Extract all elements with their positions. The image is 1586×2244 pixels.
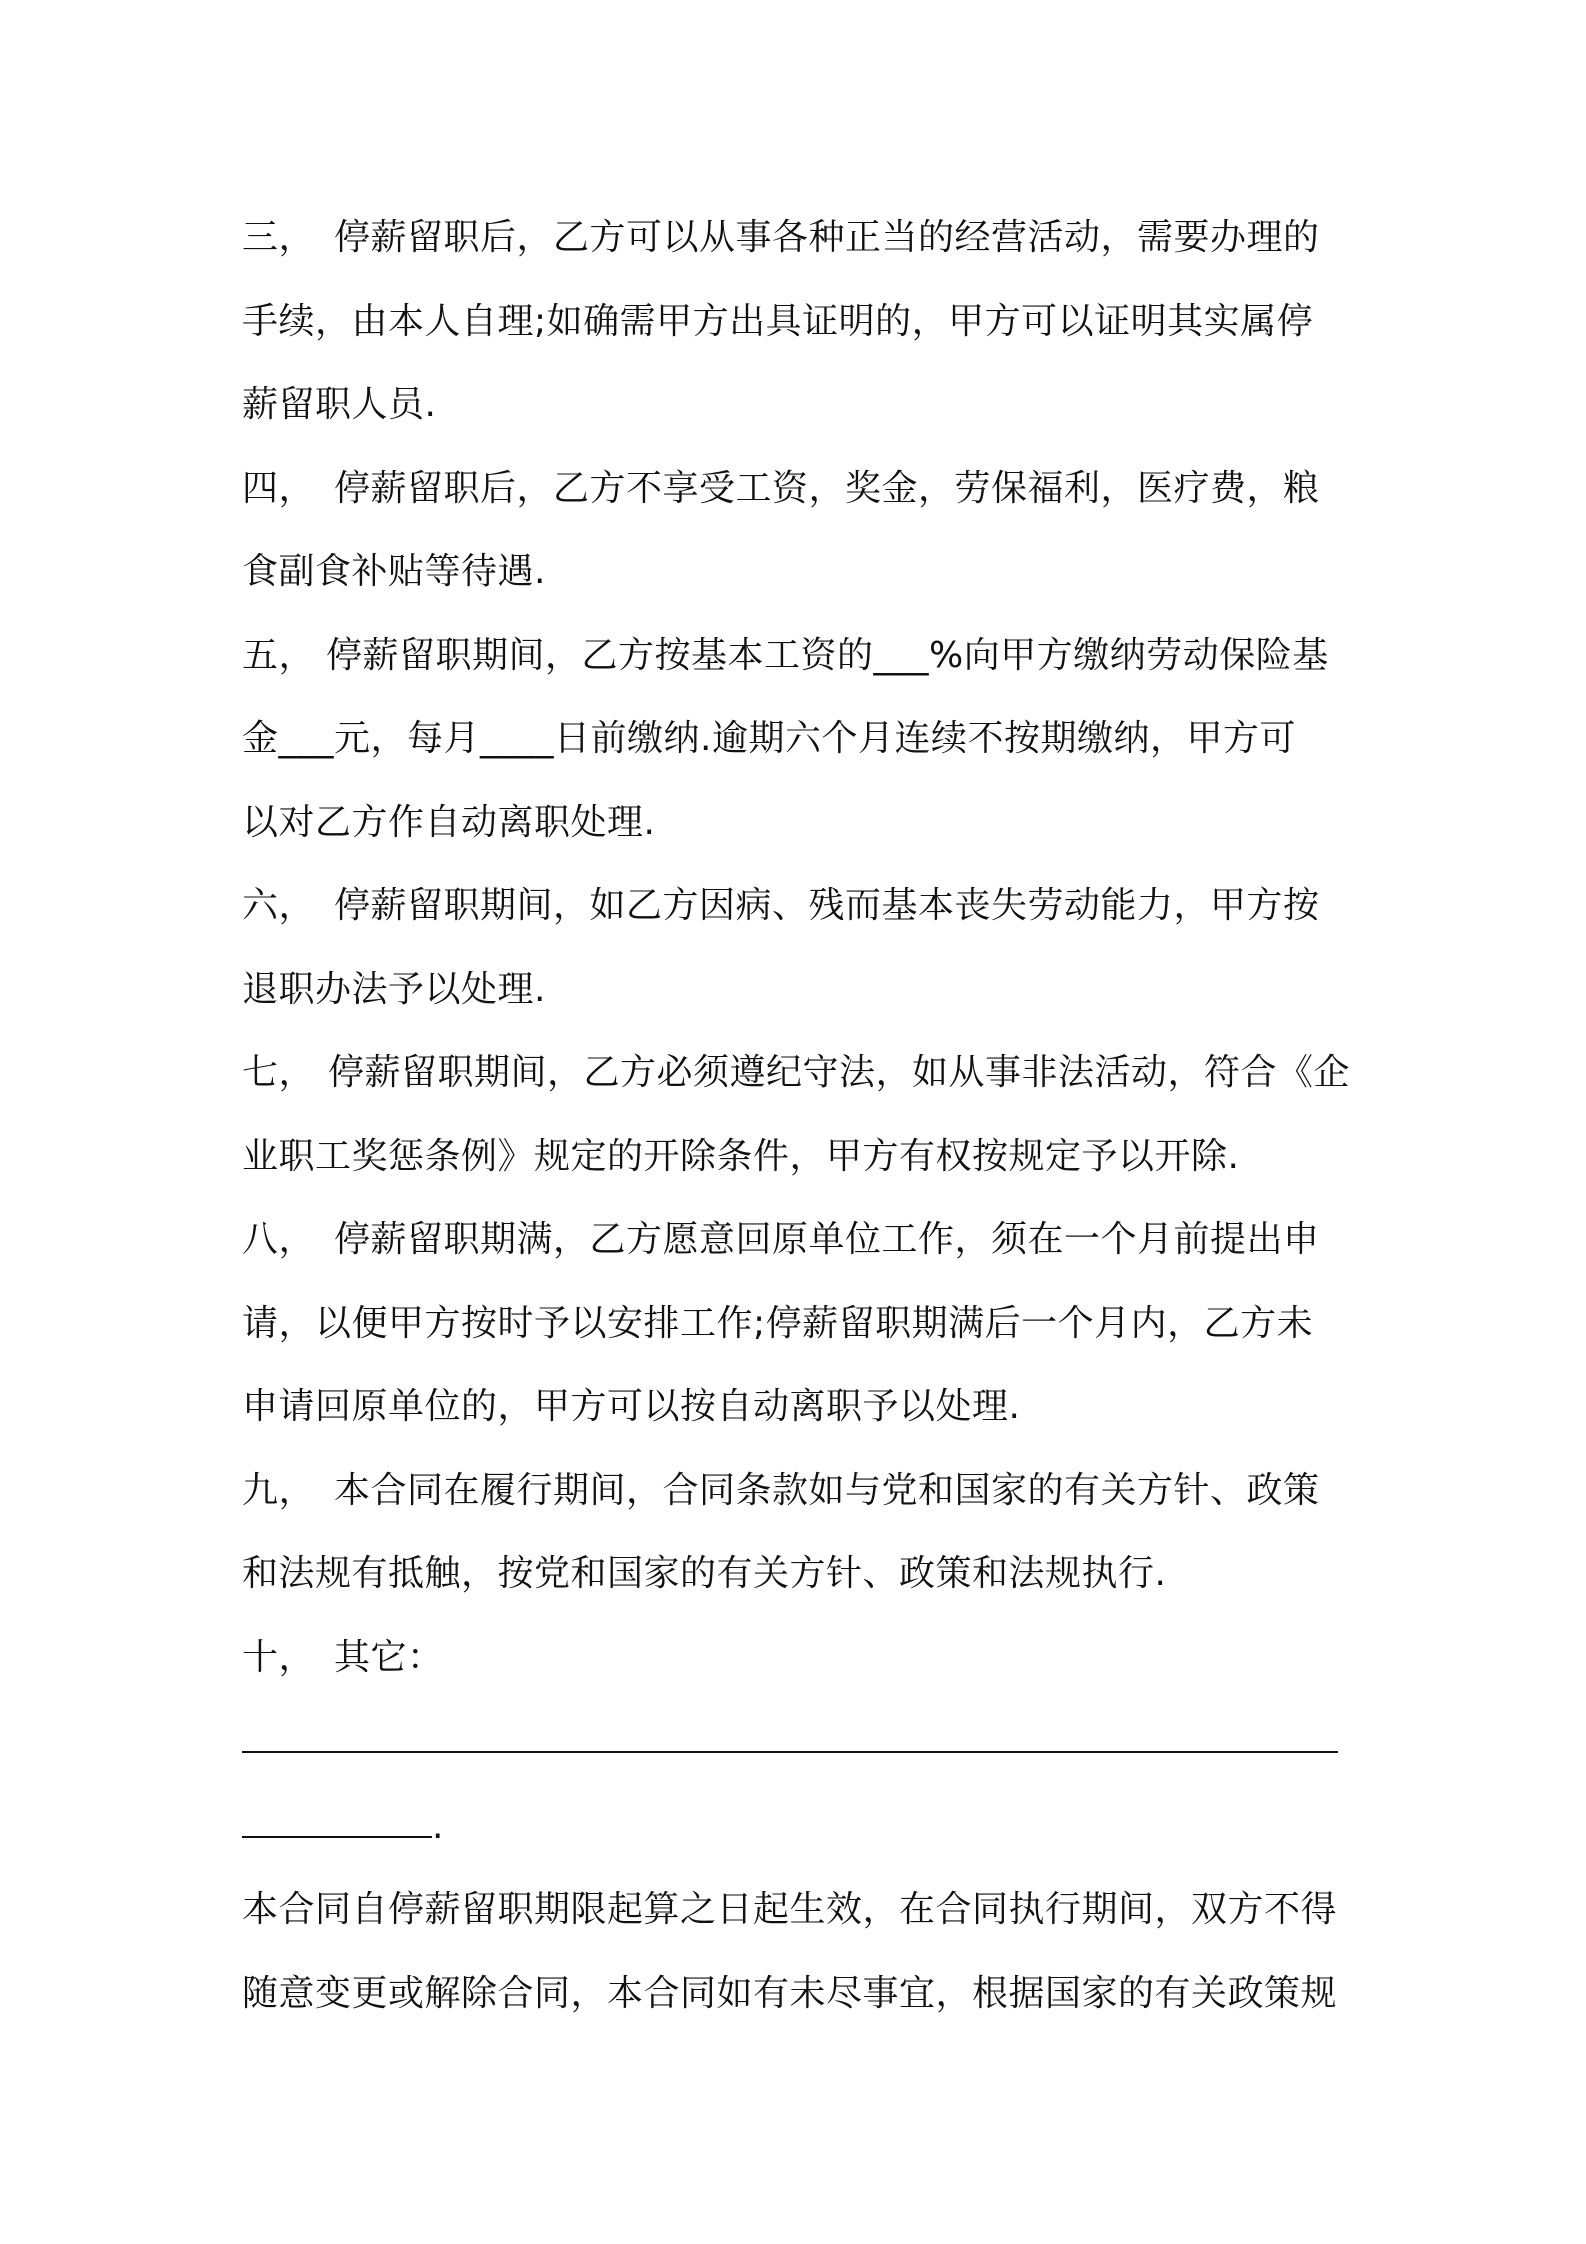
clause-9 — [242, 1449, 1362, 1616]
clause-3 — [242, 196, 1362, 447]
clause-text-line: 停薪留职后，乙方可以从事各种正当的经营活动，需要办理的 — [334, 217, 1320, 258]
clause-text-line: 以对乙方作自动离职处理. — [242, 801, 656, 843]
clause-text-line: 薪留职人员. — [242, 384, 437, 425]
clause-4 — [242, 447, 1362, 614]
clause-number: 十， — [242, 1636, 316, 1678]
clause-text-line: 金___元，每月____日前缴纳.逾期六个月连续不按期缴纳，甲方可 — [242, 718, 1296, 759]
clause-text-line: 本合同在履行期间，合同条款如与党和国家的有关方针、政策 — [334, 1469, 1320, 1511]
clause-10 — [242, 1616, 1362, 1869]
clause-text-line: 申请回原单位的，甲方可以按自动离职予以处理. — [242, 1386, 1021, 1427]
clause-number: 四， — [242, 467, 316, 509]
clause-text-line: 停薪留职期间，乙方按基本工资的___%向甲方缴纳劳动保险基 — [326, 634, 1329, 676]
clause-text-line: 业职工奖惩条例》规定的开除条件，甲方有权按规定予以开除. — [242, 1135, 1240, 1177]
clause-number: 八， — [242, 1219, 316, 1260]
clause-number: 七， — [242, 1052, 316, 1093]
clause-number: 九， — [242, 1469, 316, 1511]
clause-text-line: 和法规有抵触，按党和国家的有关方针、政策和法规执行. — [242, 1553, 1167, 1594]
clause-number: 三， — [242, 217, 316, 258]
blank-fill-line — [242, 1802, 432, 1838]
blank-end-period: . — [432, 1805, 444, 1847]
closing-text-line: 随意变更或解除合同，本合同如有未尽事宜，根据国家的有关政策规 — [242, 1972, 1338, 2014]
clause-number: 五， — [242, 634, 316, 676]
clause-8 — [242, 1198, 1362, 1449]
clause-text-line: 退职办法予以处理. — [242, 968, 546, 1010]
clause-text-line: 停薪留职后，乙方不享受工资，奖金，劳保福利，医疗费，粮 — [334, 467, 1320, 509]
clause-5 — [242, 614, 1362, 865]
clause-number: 六， — [242, 885, 316, 926]
clause-text-line: 停薪留职期间，乙方必须遵纪守法，如从事非法活动，符合《企 — [328, 1052, 1351, 1093]
closing-paragraph — [242, 1868, 1362, 2035]
clause-text-line: 其它： — [334, 1636, 444, 1678]
clause-6 — [242, 864, 1362, 1031]
clause-text-line: 食副食补贴等待遇. — [242, 551, 546, 592]
clause-text-line: 请，以便甲方按时予以安排工作;停薪留职期满后一个月内，乙方未 — [242, 1302, 1314, 1344]
clause-text-line: 手续，由本人自理;如确需甲方出具证明的，甲方可以证明其实属停 — [242, 300, 1314, 342]
blank-fill-line — [242, 1699, 1338, 1753]
clause-text-line: 停薪留职期间，如乙方因病、残而基本丧失劳动能力，甲方按 — [334, 885, 1320, 926]
contract-body — [242, 196, 1362, 2035]
closing-text-line: 本合同自停薪留职期限起算之日起生效，在合同执行期间，双方不得 — [242, 1889, 1338, 1930]
clause-text-line: 停薪留职期满，乙方愿意回原单位工作，须在一个月前提出申 — [334, 1219, 1320, 1260]
clause-7 — [242, 1031, 1362, 1198]
